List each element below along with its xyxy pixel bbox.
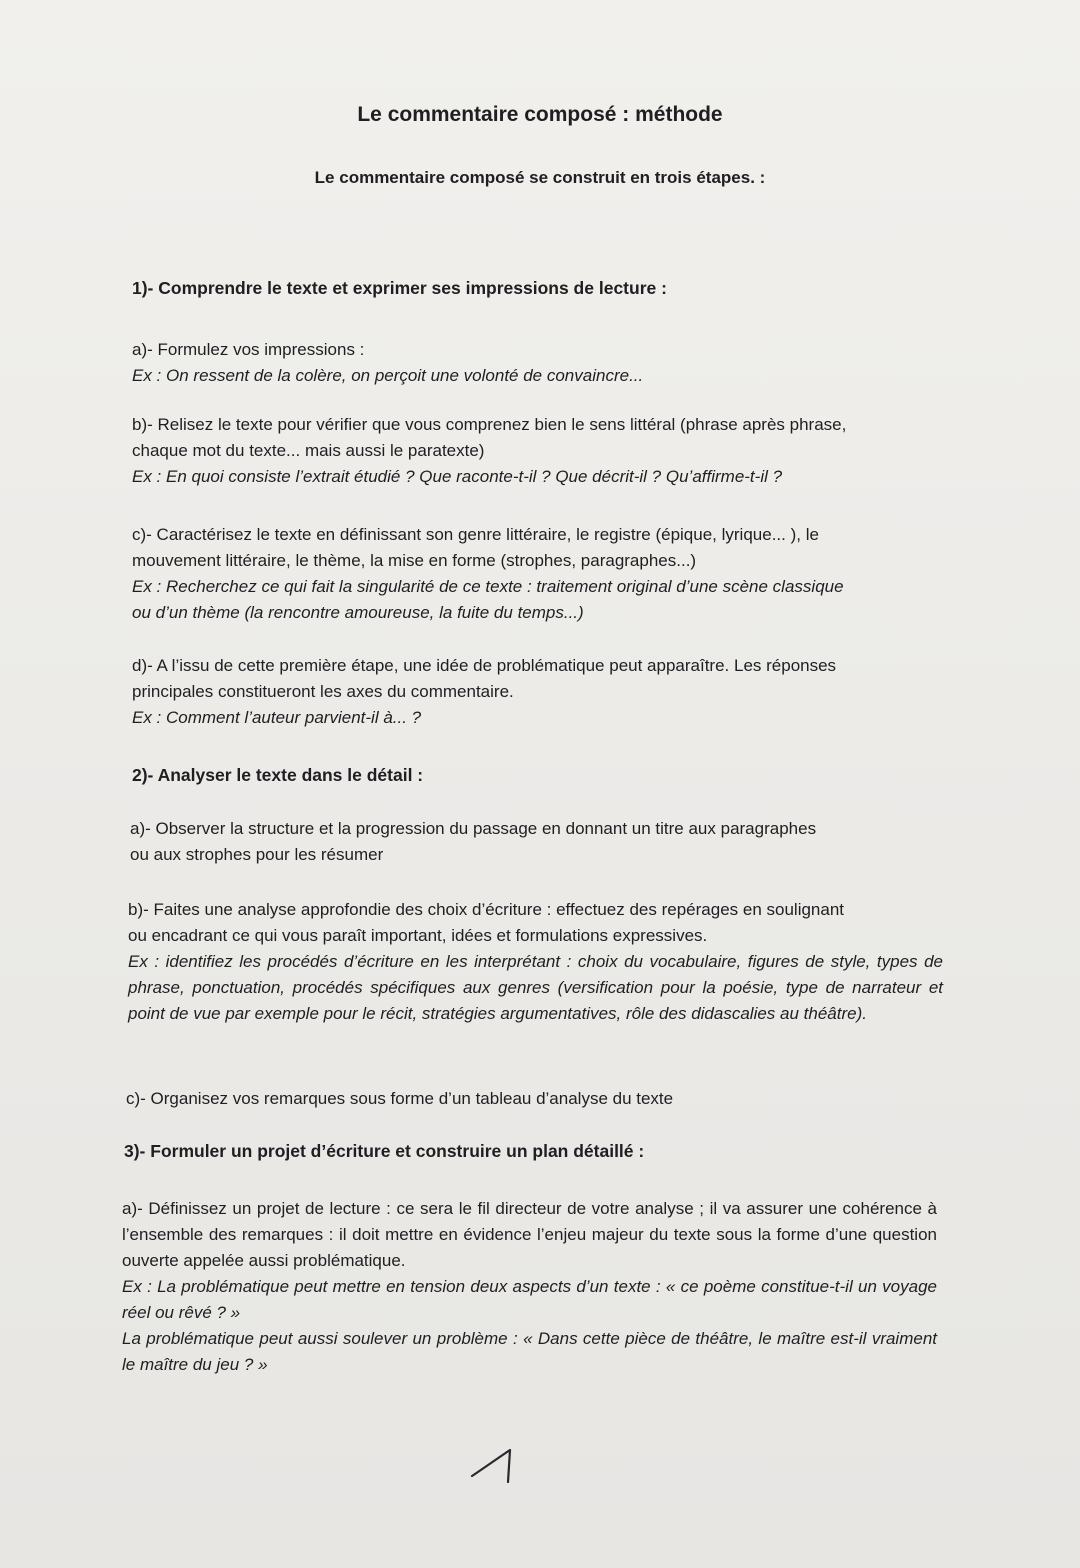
- section-1d-example: Ex : Comment l’auteur parvient-il à... ?: [132, 708, 422, 727]
- section-2a: [130, 816, 945, 868]
- section-3-heading: 3)- Formuler un projet d’écriture et construire un plan détaillé :: [124, 1141, 645, 1161]
- section-2b-line-1: b)- Faites une analyse approfondie des choix d’écriture : effectuez des repérages en soulignant: [128, 900, 845, 919]
- section-1-heading: 1)- Comprendre le texte et exprimer ses impressions de lecture :: [132, 278, 667, 298]
- section-2c-text: c)- Organisez vos remarques sous forme d’un tableau d’analyse du texte: [126, 1089, 674, 1108]
- section-3a-example-2: La problématique peut aussi soulever un problème : « Dans cette pièce de théâtre, le maître est-il vraiment le maître du jeu ? »: [122, 1329, 937, 1374]
- handwritten-page-number: [468, 1438, 528, 1488]
- section-1b-line-2: chaque mot du texte... mais aussi le paratexte): [132, 441, 485, 460]
- section-2b-line-2: ou encadrant ce qui vous paraît important, idées et formulations expressives.: [128, 926, 708, 945]
- section-2c: [126, 1086, 941, 1112]
- section-1c-line-1: c)- Caractérisez le texte en définissant son genre littéraire, le registre (épique, lyrique... ), le: [132, 525, 819, 544]
- section-2b: [128, 897, 943, 1027]
- section-1a-text: a)- Formulez vos impressions :: [132, 340, 365, 359]
- section-1b-example: Ex : En quoi consiste l’extrait étudié ? Que raconte-t-il ? Que décrit-il ? Qu’affirme-t-il ?: [132, 467, 783, 486]
- section-1a-example: Ex : On ressent de la colère, on perçoit une volonté de convaincre...: [132, 366, 644, 385]
- section-3a-example-1: Ex : La problématique peut mettre en tension deux aspects d’un texte : « ce poème constitue-t-il un voyage réel ou rêvé ? »: [122, 1277, 937, 1322]
- section-3a: [122, 1196, 937, 1378]
- section-1d-line-1: d)- A l’issu de cette première étape, une idée de problématique peut apparaître. Les réponses: [132, 656, 837, 675]
- section-1b: [132, 412, 947, 490]
- section-2a-line-1: a)- Observer la structure et la progression du passage en donnant un titre aux paragraphes: [130, 819, 817, 838]
- section-1d: [132, 653, 947, 731]
- section-2a-line-2: ou aux strophes pour les résumer: [130, 845, 384, 864]
- page-title: Le commentaire composé : méthode: [357, 103, 723, 126]
- section-1c-example-2: ou d’un thème (la rencontre amoureuse, la fuite du temps...): [132, 603, 584, 622]
- section-1c-example-1: Ex : Recherchez ce qui fait la singularité de ce texte : traitement original d’une scène classique: [132, 577, 844, 596]
- section-1d-line-2: principales constitueront les axes du commentaire.: [132, 682, 514, 701]
- section-1b-line-1: b)- Relisez le texte pour vérifier que vous comprenez bien le sens littéral (phrase après phrase,: [132, 415, 847, 434]
- page-subtitle: Le commentaire composé se construit en trois étapes. :: [314, 168, 766, 187]
- section-1c: [132, 522, 947, 626]
- section-3a-text: a)- Définissez un projet de lecture : ce sera le fil directeur de votre analyse ; il va assurer une cohérence à l’ensemble des remarques : il doit mettre en évidence l’enjeu majeur du texte sous la forme d’une question ouverte appelée aussi problématique.: [122, 1199, 937, 1270]
- section-2-heading: 2)- Analyser le texte dans le détail :: [132, 765, 424, 785]
- section-2b-example: Ex : identifiez les procédés d’écriture en les interprétant : choix du vocabulaire, figures de style, types de phrase, ponctuation, procédés spécifiques aux genres (versification pour la poésie, type de narrateur et point de vue par exemple pour le récit, stratégies argumentatives, rôle des didascalies au théâtre).: [128, 952, 943, 1023]
- section-1c-line-2: mouvement littéraire, le thème, la mise en forme (strophes, paragraphes...): [132, 551, 697, 570]
- section-1a: [132, 337, 947, 389]
